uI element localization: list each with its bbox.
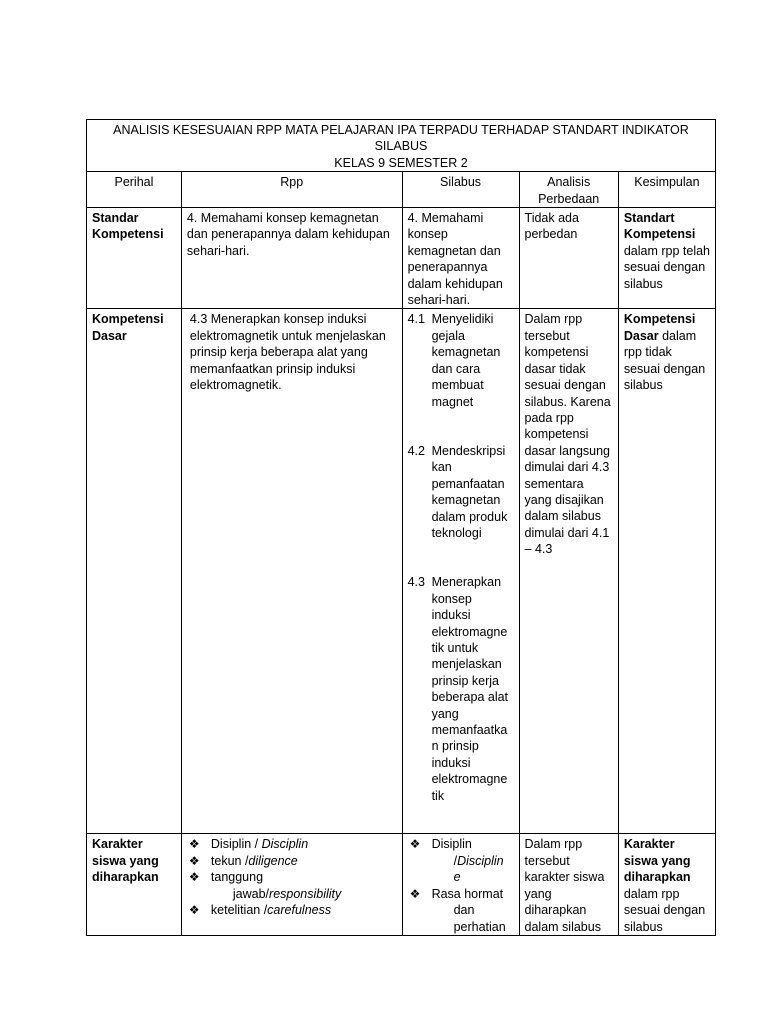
- list-item: 4.3 Menerapkan konsep induksi elektromagne tik untuk menjelaskan prinsip kerja beberapa alat yang memanfaatka n prinsip induksi elektromagne tik: [407, 575, 509, 803]
- silabus-cell: [402, 834, 519, 935]
- header-silabus: Silabus: [402, 172, 519, 208]
- list-item: ❖ tekun /diligence: [188, 853, 298, 868]
- header-analisis: Analisis Perbedaan: [519, 172, 618, 208]
- rpp-cell: [181, 834, 402, 935]
- analisis-cell: Dalam rpp tersebut kompetensi dasar tidak sesuai dengan silabus. Karena pada rpp kompetensi dasar langsung dimulai dari 4.3 sementara yang disajikan dalam silabus dimulai dari 4.1 – 4.3: [519, 309, 618, 834]
- kesimpulan-cell: Standart Kompetensi dalam rpp telah sesuai dengan silabus: [618, 208, 715, 309]
- title-row: [87, 120, 716, 172]
- analisis-cell: Dalam rpp tersebut karakter siswa yang diharapkan dalam silabus: [519, 834, 618, 935]
- list-item: ❖ Disiplin / Disciplin: [188, 837, 309, 852]
- analisis-cell: Tidak ada perbedan: [519, 208, 618, 309]
- kesimpulan-cell: Kompetensi Dasar dalam rpp tidak sesuai dengan silabus: [618, 309, 715, 834]
- list-item: 4.2 Mendeskripsi kan pemanfaatan kemagnetan dalam produk teknologi: [407, 443, 508, 540]
- row-label-kompetensi-dasar: Kompetensi Dasar: [87, 309, 182, 834]
- silabus-cell: [402, 309, 519, 834]
- silabus-cell: 4. Memahami konsep kemagnetan dan penerapannya dalam kehidupan sehari-hari.: [402, 208, 519, 309]
- header-kesimpulan: Kesimpulan: [618, 172, 715, 208]
- list-item: ❖ Rasa hormat dan perhatian: [409, 886, 506, 934]
- kesimpulan-cell: Karakter siswa yang diharapkan dalam rpp sesuai dengan silabus: [618, 834, 715, 935]
- rpp-cell: 4.3 Menerapkan konsep induksi elektromagnetik untuk menjelaskan prinsip kerja beberapa alat yang memanfaatkan prinsip induksi elektromagnetik.: [181, 309, 402, 834]
- table-row: [87, 208, 716, 309]
- table-row: [87, 834, 716, 935]
- diamond-bullet-icon: ❖: [188, 853, 200, 868]
- diamond-bullet-icon: ❖: [188, 903, 200, 918]
- row-label-standar: Standar Kompetensi: [87, 208, 182, 309]
- list-item: 4.1 Menyelidiki gejala kemagnetan dan cara membuat magnet: [407, 312, 501, 409]
- row-label-karakter: Karakter siswa yang diharapkan: [87, 834, 182, 935]
- header-rpp: Rpp: [181, 172, 402, 208]
- table-row: [87, 309, 716, 834]
- title-line-1: ANALISIS KESESUAIAN RPP MATA PELAJARAN IPA TERPADU TERHADAP STANDART INDIKATOR SILABUS: [113, 123, 689, 154]
- header-perihal: Perihal: [87, 172, 182, 208]
- header-row: [87, 172, 716, 208]
- diamond-bullet-icon: ❖: [188, 870, 200, 885]
- analysis-table: [86, 119, 716, 936]
- list-item: ❖ ketelitian /carefulness: [188, 903, 332, 918]
- rpp-cell: 4. Memahami konsep kemagnetan dan penerapannya dalam kehidupan sehari-hari.: [181, 208, 402, 309]
- diamond-bullet-icon: ❖: [409, 837, 421, 852]
- bullet-list: [408, 836, 514, 934]
- list-item: ❖ tanggung jawab/responsibility: [188, 870, 342, 901]
- list-item: ❖ Disiplin /Disciplin e: [409, 837, 504, 885]
- title-line-2: KELAS 9 SEMESTER 2: [334, 155, 468, 170]
- diamond-bullet-icon: ❖: [409, 886, 421, 901]
- table-title: [87, 120, 716, 172]
- bullet-list: [187, 836, 397, 918]
- diamond-bullet-icon: ❖: [188, 837, 200, 852]
